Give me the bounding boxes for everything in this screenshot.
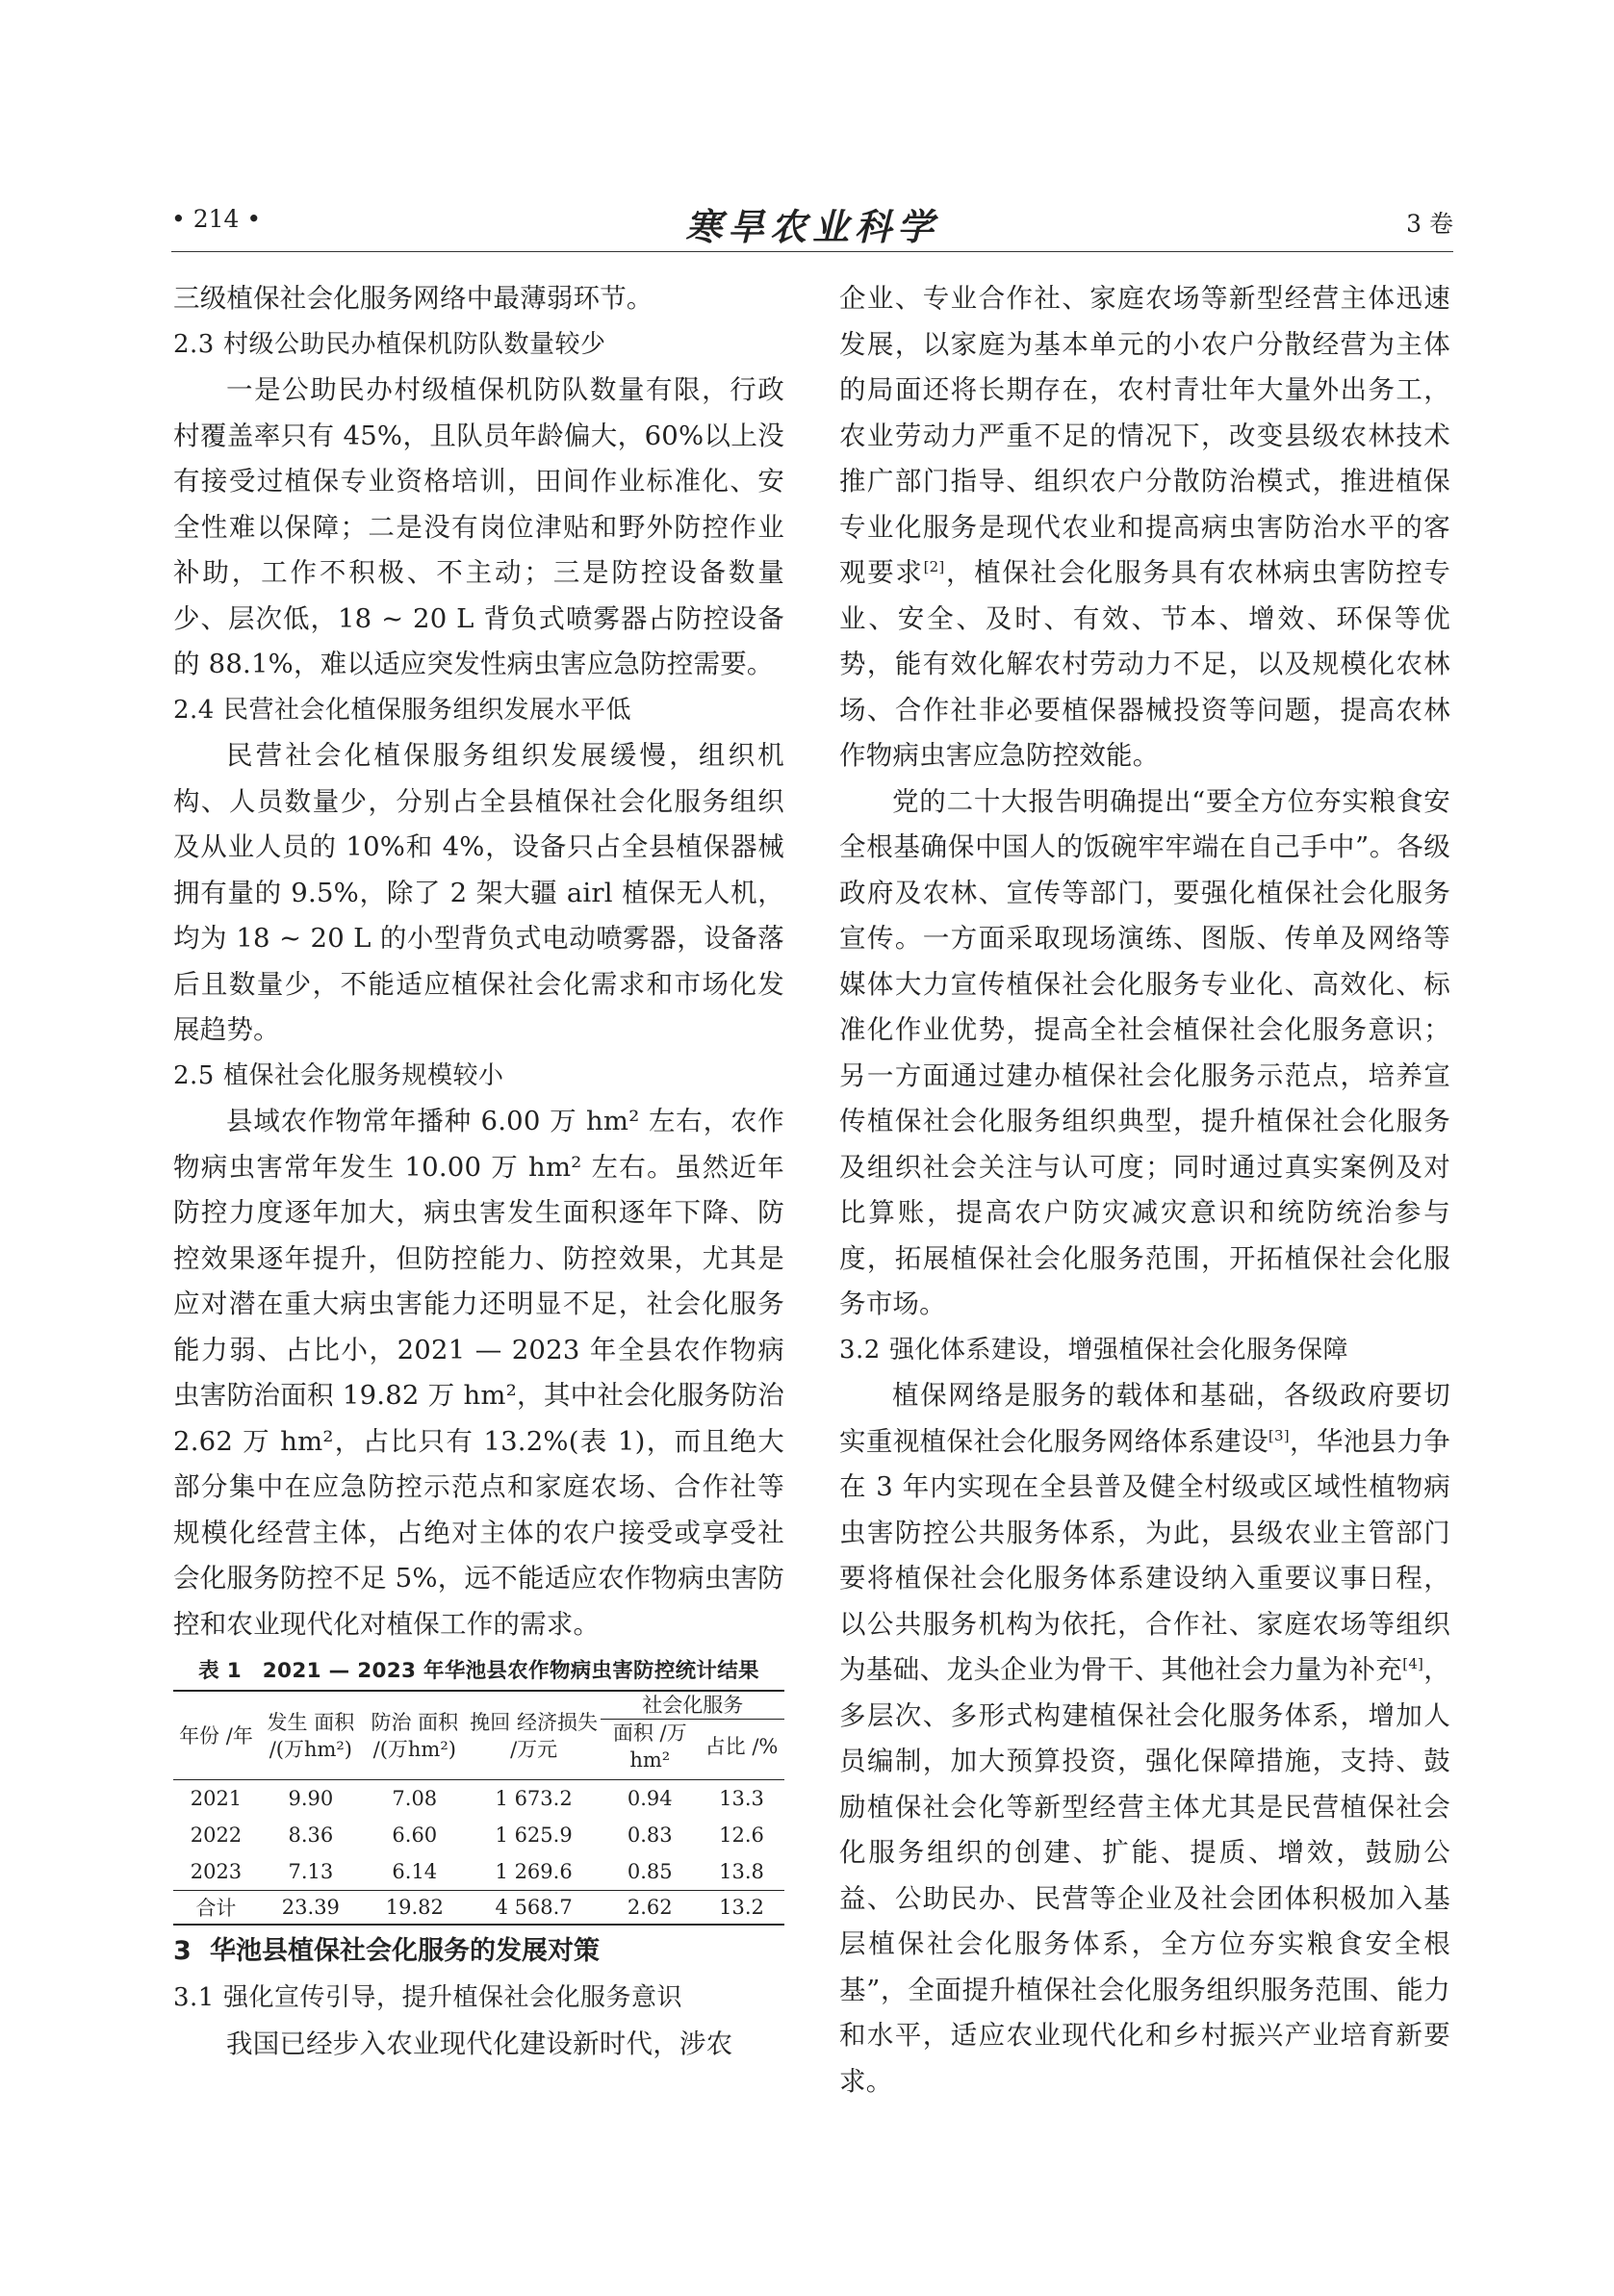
table-cell: 6.14 xyxy=(392,1860,438,1883)
section-title: 强化体系建设，增强植保社会化服务保障 xyxy=(889,1335,1349,1365)
table-caption: 表 1 2021 — 2023 年华池县农作物病虫害防控统计结果 xyxy=(198,1659,759,1683)
table-cell: 0.94 xyxy=(627,1787,673,1810)
section-heading-3-1 xyxy=(173,1976,784,2022)
section-number: 3.1 xyxy=(173,1983,215,2012)
volume-number: 3 卷 xyxy=(1406,210,1453,238)
table-cell: 0.85 xyxy=(627,1860,673,1883)
header-control-area: 防治 面积 /(万hm²) xyxy=(363,1691,467,1780)
table-cell: 2023 xyxy=(190,1860,243,1883)
table-cell: 19.82 xyxy=(363,1891,467,1926)
table-cell: 8.36 xyxy=(288,1824,334,1847)
section-title: 民营社会化植保服务组织发展水平低 xyxy=(223,695,632,725)
table-cell: 13.3 xyxy=(719,1787,764,1810)
section-title: 华池县植保社会化服务的发展对策 xyxy=(210,1936,600,1966)
table-cell: 13.8 xyxy=(719,1860,764,1883)
paragraph xyxy=(839,276,1450,779)
right-column xyxy=(839,276,1450,2105)
header-occurrence-area: 发生 面积 /(万hm²) xyxy=(259,1691,363,1780)
page-number: • 214 • xyxy=(171,205,262,233)
table-row xyxy=(173,1853,784,1891)
text-run: ，多层次、多形式构建植保社会化服务体系，增加人员编制，加大预算投资，强化保障措施，支持、鼓励植保社会化等新型经营主体尤其是民营植保社会化服务组织的创建、扩能、提质、增效，鼓励公益、公助民办、民营等企业及社会团体积极加入基层植保社会化服务体系，全方位夯实粮食安全根基”，全面提升植保社会化服务组织服务范围、能力和水平，适应农业现代化和乡村振兴产业培育新要求。 xyxy=(839,1654,1450,2097)
paragraph: 一是公助民办村级植保机防队数量有限，行政村覆盖率只有 45%，且队员年龄偏大，60%以上没有接受过植保专业资格培训，田间作业标准化、安全性难以保障；二是没有岗位津贴和野外防控作业补助，工作不积极、不主动；三是防控设备数量少、层次低，18 ~ 20 L 背负式喷雾器占防控设备的 88.1%，难以适应突发性病虫害应急防控需要。 xyxy=(173,374,784,679)
header-social-service: 社会化服务 xyxy=(601,1691,784,1720)
header-ratio: 占比 /% xyxy=(699,1720,784,1780)
paragraph: 县域农作物常年播种 6.00 万 hm² 左右，农作物病虫害常年发生 10.00 万 hm² 左右。虽然近年防控力度逐年加大，病虫害发生面积逐年下降、防控效果逐年提升，但防控能力、防控效果，尤其是应对潜在重大病虫害能力还明显不足，社会化服务能力弱、占比小，2021 — 2023 年全县农作物病虫害防治面积 19.82 万 hm²，其中社会化服务防治 2.62 万 hm²，占比只有 13.2%(表 1)，而且绝大部分集中在应急防控示范点和家庭农场、合作社等规模化经营主体，占绝对主体的农户接受或享受社会化服务防控不足 5%，远不能适应农作物病虫害防控和农业现代化对植保工作的需求。 xyxy=(173,1106,784,1640)
section-number: 3.2 xyxy=(839,1335,881,1365)
citation-ref: [2] xyxy=(923,557,945,575)
table-cell: 23.39 xyxy=(259,1891,363,1926)
section-heading-2-4 xyxy=(173,688,784,734)
paragraph xyxy=(839,1373,1450,2105)
section-number: 2.3 xyxy=(173,329,215,359)
journal-title: 寒旱农业科学 xyxy=(684,205,939,248)
table-row xyxy=(173,1780,784,1818)
table-cell: 7.13 xyxy=(288,1860,334,1883)
section-title: 强化宣传引导，提升植保社会化服务意识 xyxy=(223,1983,683,2012)
text-run: ，植保社会化服务具有农林病虫害防控专业、安全、及时、有效、节本、增效、环保等优势，能有效化解农村劳动力不足，以及规模化农林场、合作社非必要植保器械投资等问题，提高农林作物病虫害应急防控效能。 xyxy=(839,557,1450,771)
section-heading-3-2 xyxy=(839,1328,1450,1374)
table-cell: 2022 xyxy=(190,1824,243,1847)
citation-ref: [4] xyxy=(1402,1654,1424,1672)
section-heading-2-3 xyxy=(173,322,784,369)
table-cell: 6.60 xyxy=(392,1824,438,1847)
table-cell: 1 625.9 xyxy=(495,1824,573,1847)
table-cell: 0.83 xyxy=(627,1824,673,1847)
statistics-table xyxy=(173,1690,784,1926)
text-run: 企业、专业合作社、家庭农场等新型经营主体迅速发展，以家庭为基本单元的小农户分散经营为主体的局面还将长期存在，农村青壮年大量外出务工，农业劳动力严重不足的情况下，改变县级农林技术推广部门指导、组织农户分散防治模式，推进植保专业化服务是现代农业和提高病虫害防治水平的客观要求 xyxy=(839,283,1450,588)
header-economic-loss: 挽回 经济损失 /万元 xyxy=(467,1691,602,1780)
table-cell: 13.2 xyxy=(699,1891,784,1926)
table-cell: 2.62 xyxy=(601,1891,699,1926)
table-cell: 合计 xyxy=(173,1891,259,1926)
table-row xyxy=(173,1817,784,1853)
table-cell: 9.90 xyxy=(288,1787,334,1810)
table-cell: 12.6 xyxy=(719,1824,764,1847)
section-number: 2.4 xyxy=(173,695,215,725)
section-title: 村级公助民办植保机防队数量较少 xyxy=(223,329,606,359)
paragraph: 民营社会化植保服务组织发展缓慢，组织机构、人员数量少，分别占全县植保社会化服务组织及从业人员的 10%和 4%，设备只占全县植保器械拥有量的 9.5%，除了 2 架大疆 airl 植保无人机，均为 18 ~ 20 L 的小型背负式电动喷雾器，设备落后且数量少，不能适应植保社会化需求和市场化发展趋势。 xyxy=(173,740,784,1045)
header-year: 年份 /年 xyxy=(173,1691,259,1780)
running-header xyxy=(171,197,1453,252)
table-cell: 1 269.6 xyxy=(495,1860,573,1883)
paragraph: 三级植保社会化服务网络中最薄弱环节。 xyxy=(173,283,653,314)
table-cell: 2021 xyxy=(190,1787,243,1810)
section-number: 2.5 xyxy=(173,1060,215,1090)
section-number: 3 xyxy=(173,1936,192,1966)
table-cell: 4 568.7 xyxy=(467,1891,602,1926)
section-title: 植保社会化服务规模较小 xyxy=(223,1060,504,1090)
header-service-area: 面积 /万hm² xyxy=(601,1720,699,1780)
left-column xyxy=(173,276,784,2067)
table-cell: 7.08 xyxy=(392,1787,438,1810)
table-cell: 1 673.2 xyxy=(495,1787,573,1810)
section-heading-2-5 xyxy=(173,1054,784,1100)
table-total-row xyxy=(173,1891,784,1926)
text-run: ，华池县力争在 3 年内实现在全县普及健全村级或区域性植物病虫害防控公共服务体系，为此，县级农业主管部门要将植保社会化服务体系建设纳入重要议事日程，以公共服务机构为依托，合作社、家庭农场等组织为基础、龙头企业为骨干、其他社会力量为补充 xyxy=(839,1425,1450,1685)
paragraph: 党的二十大报告明确提出“要全方位夯实粮食安全根基确保中国人的饭碗牢牢端在自己手中”。各级政府及农林、宣传等部门，要强化植保社会化服务宣传。一方面采取现场演练、图版、传单及网络等媒体大力宣传植保社会化服务专业化、高效化、标准化作业优势，提高全社会植保社会化服务意识；另一方面通过建办植保社会化服务示范点，培养宣传植保社会化服务组织典型，提升植保社会化服务及组织社会关注与认可度；同时通过真实案例及对比算账，提高农户防灾减灾意识和统防统治参与度，拓展植保社会化服务范围，开拓植保社会化服务市场。 xyxy=(839,785,1450,1319)
paragraph: 我国已经步入农业现代化建设新时代，涉农 xyxy=(226,2028,733,2059)
section-heading-3 xyxy=(173,1927,784,1976)
text-run: 植保网络是服务的载体和基础，各级政府要切实重视植保社会化服务网络体系建设 xyxy=(839,1380,1450,1457)
citation-ref: [3] xyxy=(1268,1426,1290,1444)
